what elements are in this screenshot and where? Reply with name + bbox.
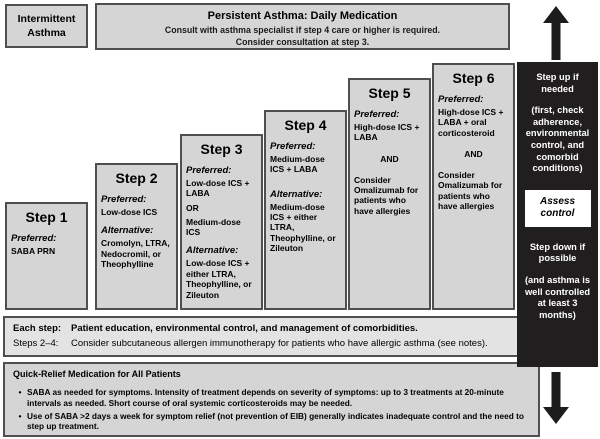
- step-2-box: [95, 163, 178, 310]
- preferred-label: Preferred:: [11, 233, 57, 244]
- step-5-box: [348, 78, 431, 310]
- quick-relief-box: [3, 362, 540, 437]
- step-down-note: (and asthma is well controlled at least 3 months): [524, 275, 591, 320]
- preferred-label: Preferred:: [438, 94, 484, 105]
- step-up-text: Step up if needed: [536, 72, 579, 94]
- step-4-alternative-text: Medium-dose ICS + either LTRA, Theophylline, or Zileuton: [270, 201, 336, 254]
- step-5-preferred-text: High-dose ICS + LABA: [354, 122, 420, 143]
- steps-2-4-text: Consider subcutaneous allergen immunotherapy for patients who have allergic asthma (see notes).: [71, 338, 488, 349]
- intermittent-asthma-label: Intermittent Asthma: [17, 13, 76, 39]
- quick-relief-bullet-2: • Use of SABA >2 days a week for symptom relief (not prevention of EIB) generally indicates inadequate control and the need to step up treatment.: [13, 411, 530, 433]
- step-6-preferred-text: High-dose ICS + LABA + oral corticosteroid: [438, 107, 504, 138]
- step-3-preferred-text-2: Medium-dose ICS: [186, 216, 241, 238]
- each-step-label: Each step:: [13, 323, 62, 334]
- arrow-down-icon: [542, 372, 570, 424]
- or-label: OR: [186, 202, 199, 213]
- steps-2-4-label: Steps 2–4:: [13, 338, 59, 349]
- persistent-asthma-header-box: [95, 3, 510, 50]
- step-3-title: Step 3: [200, 141, 243, 157]
- step-up-note: (first, check adherence, environmental control, and comorbid conditions): [525, 105, 590, 174]
- step-down-text: Step down if possible: [529, 241, 586, 264]
- step-6-box: [432, 63, 515, 310]
- step-1-box: [5, 202, 88, 310]
- preferred-label: Preferred:: [354, 109, 400, 120]
- step-4-preferred-text: Medium-dose ICS + LABA: [270, 154, 325, 175]
- preferred-label: Preferred:: [186, 165, 232, 176]
- step-4-box: [264, 110, 347, 310]
- bullet-icon: •: [18, 410, 22, 421]
- quick-relief-title: Quick-Relief Medication for All Patients: [13, 369, 181, 379]
- step-1-preferred-text: SABA PRN: [11, 246, 56, 256]
- arrow-up-icon: [542, 6, 570, 60]
- step-2-title: Step 2: [115, 170, 158, 186]
- step-control-sidebar: [517, 62, 598, 367]
- intermittent-asthma-box: [5, 4, 88, 48]
- and-label: AND: [380, 153, 399, 164]
- step-3-alternative-text: Low-dose ICS + either LTRA, Theophylline, or Zileuton: [186, 258, 252, 300]
- step-5-title: Step 5: [368, 85, 411, 101]
- step-6-title: Step 6: [452, 70, 495, 86]
- step-3-preferred-text: Low-dose ICS + LABA: [186, 178, 250, 199]
- quick-relief-bullet-1: • SABA as needed for symptoms. Intensity of treatment depends on severity of symptoms: up to 3 treatments at 20-minute intervals as needed. Short course of oral systemic corticosteroids may be needed.: [13, 387, 530, 409]
- bullet-icon: •: [18, 387, 22, 397]
- step-4-title: Step 4: [284, 117, 327, 133]
- step-1-title: Step 1: [25, 209, 68, 225]
- header-subtitle-line1: Consult with asthma specialist if step 4 care or higher is required.: [164, 25, 441, 35]
- step-5-consider-text: Consider Omalizumab for patients who have allergies: [354, 174, 419, 216]
- alternative-label: Alternative:: [270, 188, 323, 200]
- step-2-preferred-text: Low-dose ICS: [101, 207, 158, 217]
- alternative-label: Alternative:: [186, 245, 239, 257]
- header-title: Persistent Asthma: Daily Medication: [207, 10, 398, 22]
- step-3-box: [180, 134, 263, 310]
- each-step-notes-band: [3, 316, 540, 357]
- preferred-label: Preferred:: [270, 141, 316, 152]
- header-subtitle-line2: Consider consultation at step 3.: [235, 36, 370, 47]
- step-6-consider-text: Consider Omalizumab for patients who have allergies: [438, 170, 503, 212]
- assess-control-box: Assess control: [525, 190, 591, 227]
- alternative-label: Alternative:: [101, 225, 154, 237]
- each-step-text: Patient education, environmental control, and management of comorbidities.: [71, 323, 418, 334]
- step-2-alternative-text: Cromolyn, LTRA, Nedocromil, or Theophylline: [101, 238, 170, 270]
- preferred-label: Preferred:: [101, 194, 147, 205]
- and-label: AND: [464, 149, 483, 160]
